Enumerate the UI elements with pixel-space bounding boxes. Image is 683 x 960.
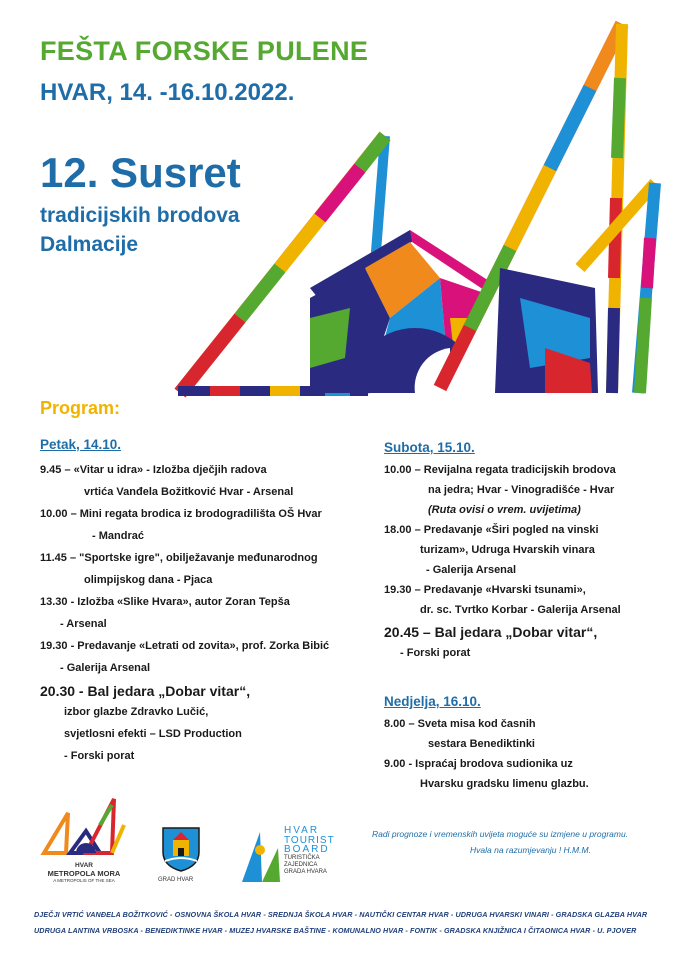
festival-title: FEŠTA FORSKE PULENE <box>40 36 369 66</box>
notice-line: Hvala na razumjevanju ! H.M.M. <box>470 845 591 855</box>
list-item: olimpijskog dana - Pjaca <box>84 574 213 586</box>
right-sail <box>430 22 622 393</box>
list-item: - Forski porat <box>64 750 135 762</box>
logo-text: TURISTIČKA <box>284 854 320 861</box>
footer-partners-line2: UDRUGA LANTINA VRBOSKA - BENEDIKTINKE HVAR - MUZEJ HVARSKE BAŠTINE - KOMUNALNO HVAR - FONTIK - GRADSKA KNJIŽNICA I ČITAONICA HVAR - U. PJOVER <box>34 926 637 935</box>
logo-text: TOURIST <box>284 834 335 846</box>
list-item: 13.30 - Izložba «Slike Hvara», autor Zoran Tepša <box>40 596 290 608</box>
logo-text: GRAD HVAR <box>158 877 194 883</box>
saturday-ball: 20.45 – Bal jedara „Dobar vitar“, <box>384 624 598 640</box>
logo-text: METROPOLA MORA <box>47 869 121 878</box>
saturday-heading: Subota, 15.10. <box>384 440 475 455</box>
list-item: - Galerija Arsenal <box>426 564 517 576</box>
logo-text: HVAR <box>75 862 93 869</box>
event-subtitle-line1: tradicijskih brodova <box>40 204 240 227</box>
grad-hvar-logo <box>158 826 204 883</box>
footer-partners-line1: DJEČJI VRTIĆ VANĐELA BOŽITKOVIĆ - OSNOVNA ŠKOLA HVAR - SREDNJA ŠKOLA HVAR - NAUTIČKI CENTAR HVAR - UDRUGA HVARSKI VINARI - GRADSKA GLAZBA HVAR <box>34 910 648 919</box>
sunday-heading: Nedjelja, 16.10. <box>384 694 481 709</box>
tourist-board-logo <box>240 826 350 886</box>
tourist-board-icon <box>240 826 282 884</box>
list-item: - Galerija Arsenal <box>60 662 151 674</box>
list-item: Hvarsku gradsku limenu glazbu. <box>420 778 589 790</box>
list-item: (Ruta ovisi o vrem. uvijetima) <box>428 504 581 516</box>
list-item: dr. sc. Tvrtko Korbar - Galerija Arsenal <box>420 604 621 616</box>
list-item: 18.00 – Predavanje «Širi pogled na vinski <box>384 524 599 536</box>
list-item: turizam», Udruga Hvarskih vinara <box>420 544 595 556</box>
logo-text: ZAJEDNICA <box>284 861 318 868</box>
logo-text: GRADA HVARA <box>284 868 327 875</box>
list-item: 8.00 – Sveta misa kod časnih <box>384 718 536 730</box>
list-item: - Mandrać <box>92 530 144 542</box>
list-item: - Arsenal <box>60 618 107 630</box>
list-item: 19.30 – Predavanje «Hvarski tsunami», <box>384 584 586 596</box>
list-item: 9.00 - Ispraćaj brodova sudionika uz <box>384 758 573 770</box>
notice-line: Radi prognoze i vremenskih uvijeta moguće su izmjene u programu. <box>372 829 629 839</box>
festival-dates: HVAR, 14. -16.10.2022. <box>40 79 295 106</box>
saturday-schedule <box>384 463 621 661</box>
weather-notice <box>372 826 628 858</box>
coat-of-arms-icon <box>161 826 201 872</box>
list-item: 9.45 – «Vitar u idra» - Izložba dječjih radova <box>40 464 267 476</box>
list-item: sestara Benediktinki <box>428 738 535 750</box>
list-item: 11.45 – "Sportske igre", obilježavanje međunarodnog <box>40 552 318 564</box>
friday-ball: 20.30 - Bal jedara „Dobar vitar“, <box>40 683 251 699</box>
list-item: 10.00 – Mini regata brodica iz brodogradilišta OŠ Hvar <box>40 508 322 520</box>
list-item: 10.00 – Revijalna regata tradicijskih brodova <box>384 464 616 476</box>
program-label: Program: <box>40 398 121 418</box>
logo-text: A METROPOLIS OF THE SEA <box>53 878 115 883</box>
logo-text: HVAR <box>284 825 320 836</box>
metropola-mora-icon <box>40 795 128 857</box>
event-title: 12. Susret <box>40 149 241 196</box>
sunday-schedule <box>384 717 589 792</box>
list-item: izbor glazbe Zdravko Lučić, <box>64 706 209 718</box>
list-item: vrtića Vanđela Božitković Hvar - Arsenal <box>84 486 294 498</box>
friday-schedule <box>40 463 329 764</box>
metropola-mora-logo <box>40 795 128 890</box>
list-item: na jedra; Hvar - Vinogradišće - Hvar <box>428 484 615 496</box>
event-subtitle-line2: Dalmacije <box>40 233 139 256</box>
friday-heading: Petak, 14.10. <box>40 437 122 452</box>
list-item: - Forski porat <box>400 647 471 659</box>
list-item: svjetlosni efekti – LSD Production <box>64 728 242 740</box>
logo-text: BOARD <box>284 844 330 855</box>
list-item: 19.30 - Predavanje «Letrati od zovita», prof. Zorka Bibić <box>40 640 330 652</box>
